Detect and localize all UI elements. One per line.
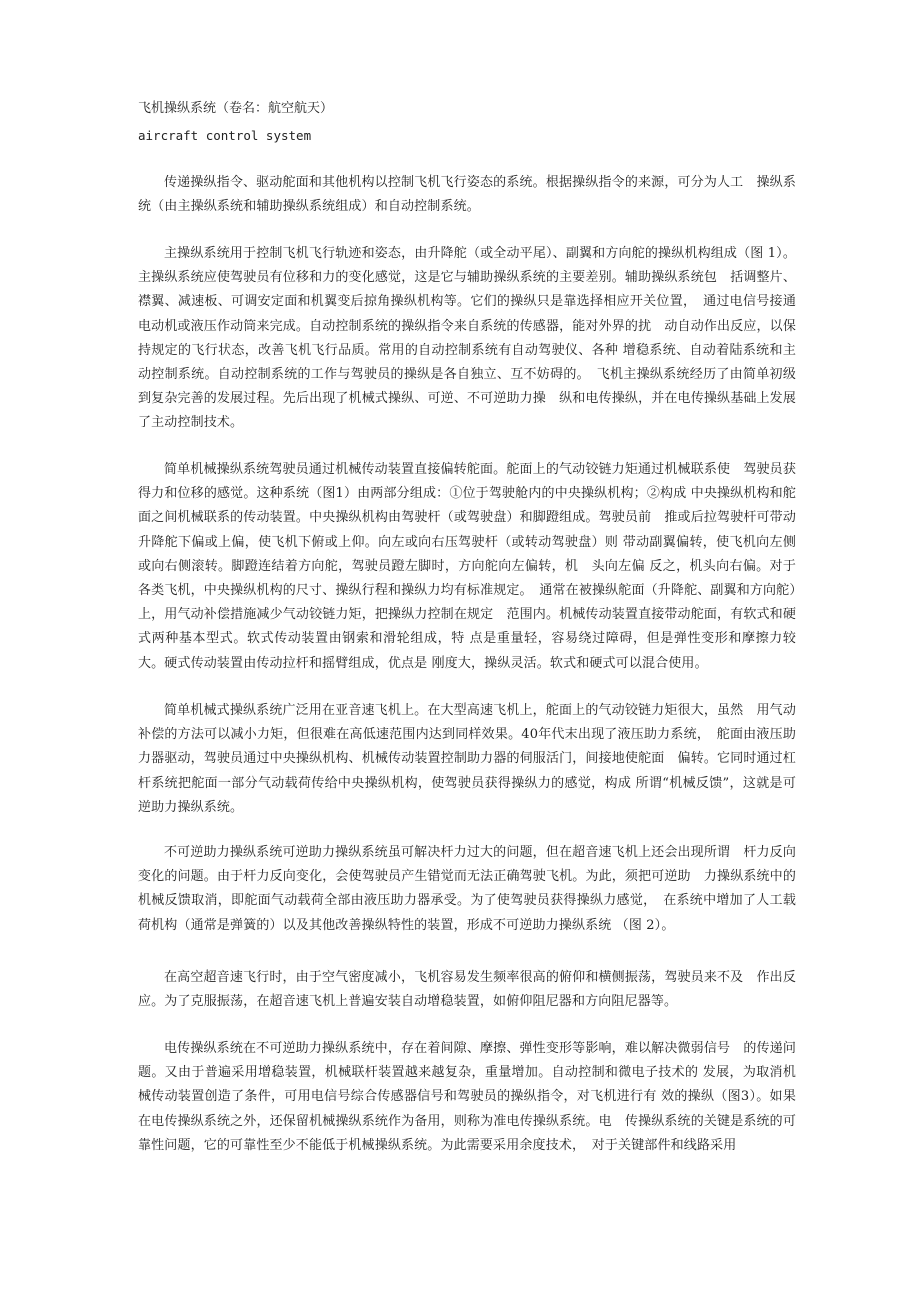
paragraph-reversible-boost-control: 简单机械式操纵系统广泛用在亚音速飞机上。在大型高速飞机上，舵面上的气动铰链力矩很大，虽然 用气动补偿的方法可以减小力矩，但很难在高低速范围内达到同样效果。40年代末出现了液压助力系统， 舵面由液压助力器驱动，驾驶员通过中央操纵机构、机械传动装置控制助力器的伺服活门，间接地使舵面 偏转。它同时通过杠杆系统把舵面一部分气动载荷传给中央操纵机构，使驾驶员获得操纵力的感觉，构成 所谓“机械反馈”，这就是可逆助力操纵系统。 [138,703,796,815]
paragraph-stability-augmentation: 在高空超音速飞行时，由于空气密度减小，飞机容易发生频率很高的俯仰和横侧振荡，驾驶员来不及 作出反应。为了克服振荡，在超音速飞机上普遍安装自动增稳装置，如俯仰阻尼器和方向阻尼器等。 [138,970,796,1010]
paragraph-overview: 传递操纵指令、驱动舵面和其他机构以控制飞机飞行姿态的系统。根据操纵指令的来源，可分为人工 操纵系统（由主操纵系统和辅助操纵系统组成）和自动控制系统。 [138,175,796,215]
document-title-chinese: 飞机操纵系统（卷名：航空航天） [138,101,334,116]
document-title-english: aircraft control system [138,128,312,143]
paragraph-main-control-system: 主操纵系统用于控制飞机飞行轨迹和姿态，由升降舵（或全动平尾）、副翼和方向舵的操纵机构组成（图 1）。主操纵系统应使驾驶员有位移和力的变化感觉，这是它与辅助操纵系统的主要差别。辅助操纵系统包 括调整片、襟翼、减速板、可调安定面和机翼变后掠角操纵机构等。它们的操纵只是靠选择相应开关位置， 通过电信号接通电动机或液压作动筒来完成。自动控制系统的操纵指令来自系统的传感器，能对外界的扰 动自动作出反应，以保持规定的飞行状态，改善飞机飞行品质。常用的自动控制系统有自动驾驶仪、各种 增稳系统、自动着陆系统和主动控制系统。自动控制系统的工作与驾驶员的操纵是各自独立、互不妨碍的。 飞机主操纵系统经历了由简单初级到复杂完善的发展过程。先后出现了机械式操纵、可逆、不可逆助力操 纵和电传操纵，并在电传操纵基础上发展了主动控制技术。 [138,246,796,431]
paragraph-simple-mechanical-control: 简单机械操纵系统驾驶员通过机械传动装置直接偏转舵面。舵面上的气动铰链力矩通过机械联系使 驾驶员获得力和位移的感觉。这种系统（图1）由两部分组成：①位于驾驶舱内的中央操纵机构；②构成 中央操纵机构和舵面之间机械联系的传动装置。中央操纵机构由驾驶杆（或驾驶盘）和脚蹬组成。驾驶员前 推或后拉驾驶杆可带动升降舵下偏或上偏，使飞机下俯或上仰。向左或向右压驾驶杆（或转动驾驶盘）则 带动副翼偏转，使飞机向左侧或向右侧滚转。脚蹬连结着方向舵，驾驶员蹬左脚时，方向舵向左偏转，机 头向左偏 反之，机头向右偏。对于各类飞机，中央操纵机构的尺寸、操纵行程和操纵力均有标准规定。 通常在被操纵舵面（升降舵、副翼和方向舵）上，用气动补偿措施减少气动铰链力矩，把操纵力控制在规定 范围内。机械传动装置直接带动舵面，有软式和硬式两种基本型式。软式传动装置由钢索和滑轮组成，特 点是重量轻，容易绕过障碍，但是弹性变形和摩擦力较大。硬式传动装置由传动拉杆和摇臂组成，优点是 刚度大，操纵灵活。软式和硬式可以混合使用。 [138,462,796,671]
paragraph-fly-by-wire: 电传操纵系统在不可逆助力操纵系统中，存在着间隙、摩擦、弹性变形等影响，难以解决微弱信号 的传递问题。又由于普遍采用增稳装置，机械联杆装置越来越复杂，重量增加。自动控制和微电子技术的 发展，为取消机械传动装置创造了条件，可用电信号综合传感器信号和驾驶员的操纵指令，对飞机进行有 效的操纵（图3）。如果在电传操纵系统之外，还保留机械操纵系统作为备用，则称为准电传操纵系统。电 传操纵系统的关键是系统的可靠性问题，它的可靠性至少不能低于机械操纵系统。为此需要采用余度技术， 对于关键部件和线路采用 [138,1041,796,1153]
paragraph-irreversible-boost-control: 不可逆助力操纵系统可逆助力操纵系统虽可解决杆力过大的问题，但在超音速飞机上还会出现所谓 杆力反向变化的问题。由于杆力反向变化，会使驾驶员产生错觉而无法正确驾驶飞机。为此，须把可逆助 力操纵系统中的机械反馈取消，即舵面气动载荷全部由液压助力器承受。为了使驾驶员获得操纵力感觉， 在系统中增加了人工载荷机构（通常是弹簧的）以及其他改善操纵特性的装置，形成不可逆助力操纵系统 （图 2）。 [138,845,796,933]
